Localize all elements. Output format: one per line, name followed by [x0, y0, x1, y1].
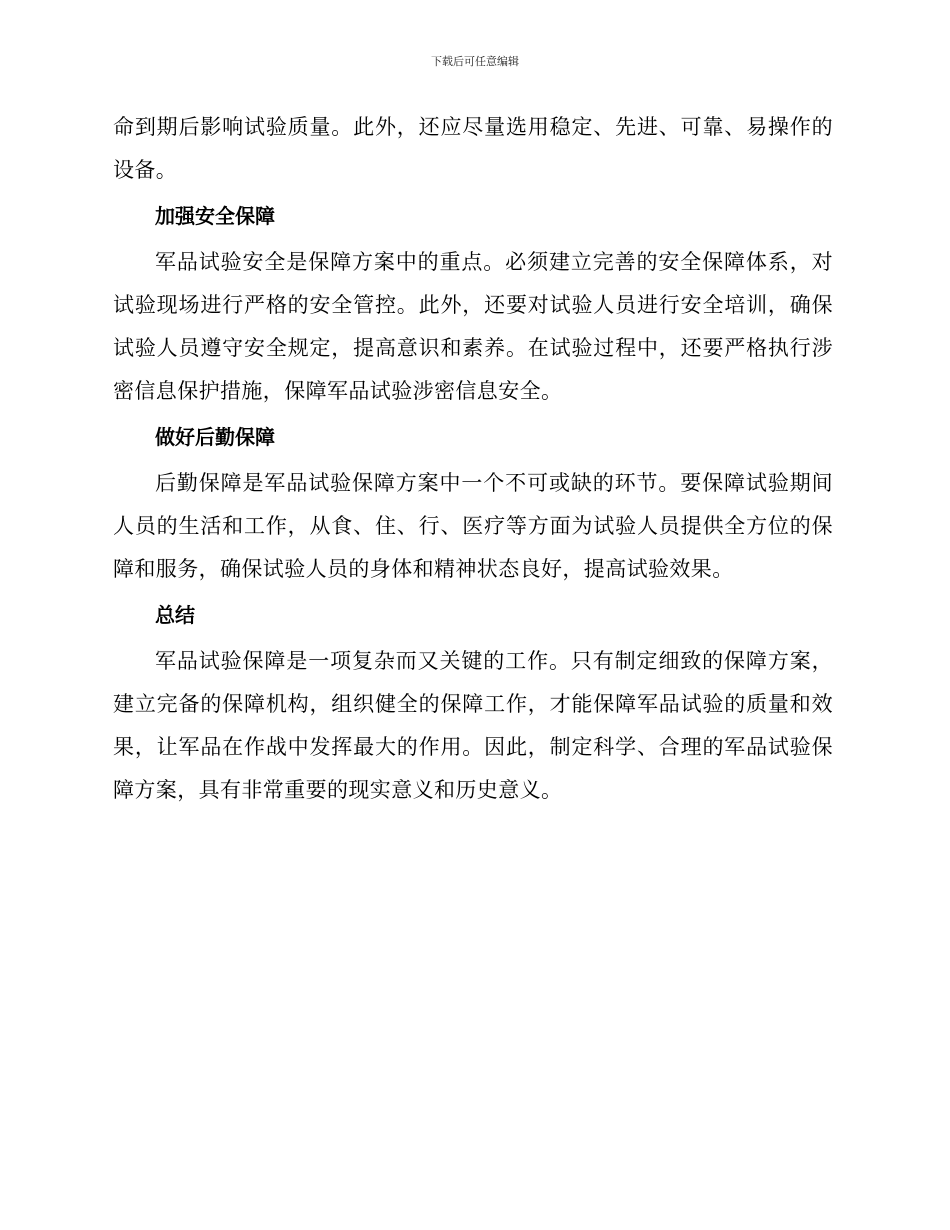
section-heading-summary: 总结 — [155, 603, 195, 627]
section-paragraph-summary: 军品试验保障是一项复杂而又关键的工作。只有制定细致的保障方案，建立完备的保障机构，组织健全的保障工作，才能保障军品试验的质量和效果，让军品在作战中发挥最大的作用。因此，制定科学、合理的军品试验保障方案，具有非常重要的现实意义和历史意义。 — [113, 649, 833, 802]
section-heading-safety: 加强安全保障 — [155, 204, 275, 228]
section-heading-logistics: 做好后勤保障 — [155, 425, 275, 449]
page-header: 下载后可任意编辑 — [431, 55, 519, 68]
section-paragraph-safety: 军品试验安全是保障方案中的重点。必须建立完善的安全保障体系，对试验现场进行严格的安全管控。此外，还要对试验人员进行安全培训，确保试验人员遵守安全规定，提高意识和素养。在试验过程中，还要严格执行涉密信息保护措施，保障军品试验涉密信息安全。 — [113, 250, 833, 403]
section-paragraph-logistics: 后勤保障是军品试验保障方案中一个不可或缺的环节。要保障试验期间人员的生活和工作，从食、住、行、医疗等方面为试验人员提供全方位的保障和服务，确保试验人员的身体和精神状态良好，提高试验效果。 — [113, 471, 833, 581]
intro-paragraph: 命到期后影响试验质量。此外，还应尽量选用稳定、先进、可靠、易操作的设备。 — [113, 115, 833, 182]
document-body — [113, 106, 833, 812]
